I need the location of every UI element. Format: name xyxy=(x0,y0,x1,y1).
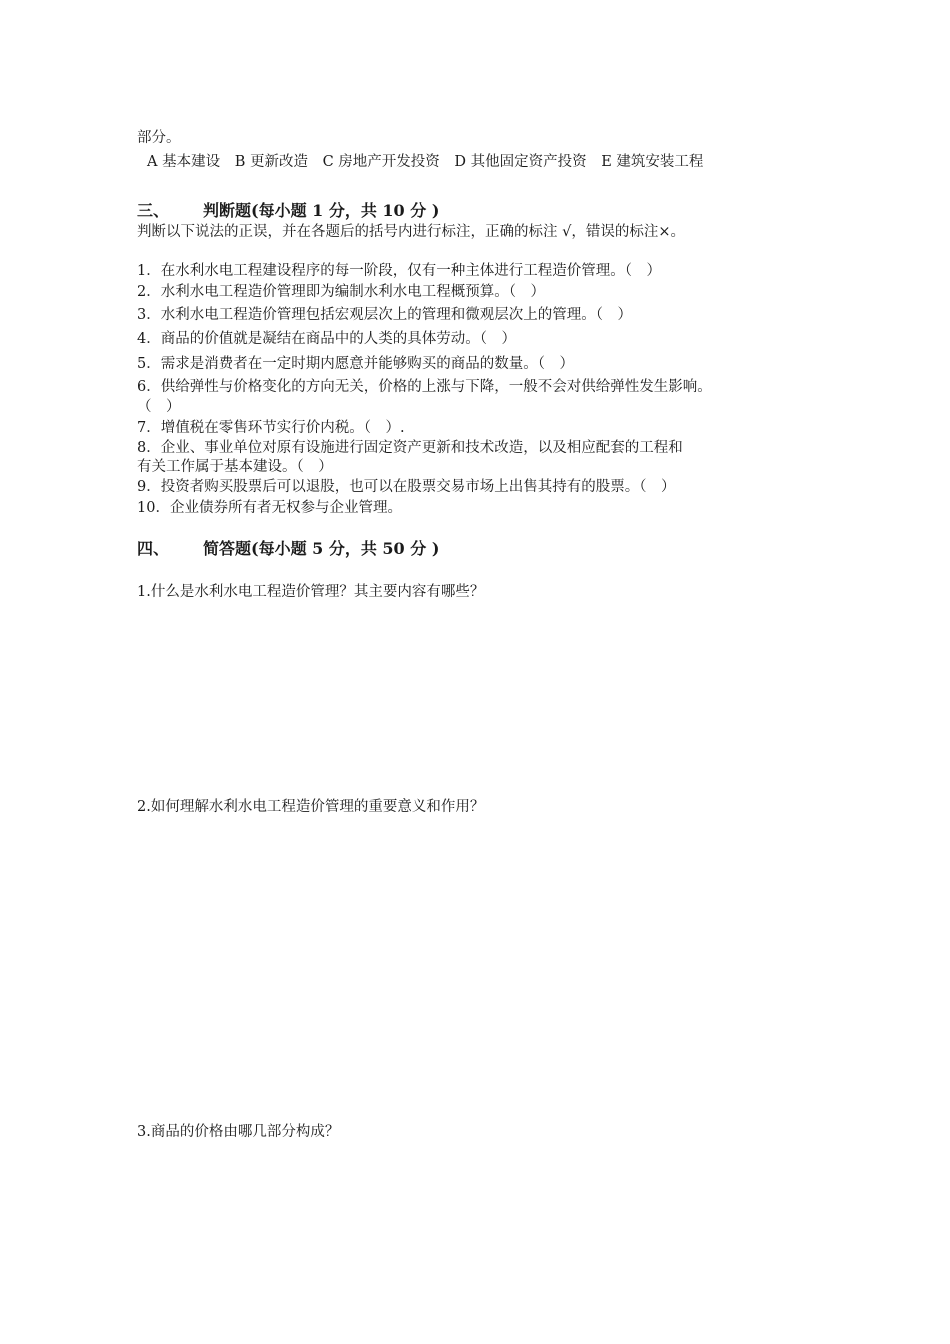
judgment-item-2: 2．水利水电工程造价管理即为编制水利水电工程概预算。（ ） xyxy=(137,284,545,300)
judgment-item-9: 9．投资者购买股票后可以退股，也可以在股票交易市场上出售其持有的股票。（ ） xyxy=(137,479,676,495)
short-answer-question-1: 1.什么是水利水电工程造价管理？其主要内容有哪些？ xyxy=(137,584,485,600)
section-4-heading xyxy=(137,538,439,560)
judgment-item-10: 10．企业债券所有者无权参与企业管理。 xyxy=(137,500,402,516)
section-4-number: 四、 xyxy=(137,539,170,558)
option-e: E 建筑安装工程 xyxy=(601,154,704,170)
judgment-item-6-bracket: （ ） xyxy=(137,399,181,415)
option-d: D 其他固定资产投资 xyxy=(454,154,587,170)
short-answer-question-2: 2.如何理解水利水电工程造价管理的重要意义和作用？ xyxy=(137,799,485,815)
judgment-item-7: 7．增值税在零售环节实行价内税。（ ）. xyxy=(137,420,405,436)
judgment-item-6: 6．供给弹性与价格变化的方向无关，价格的上涨与下降，一般不会对供给弹性发生影响。 xyxy=(137,379,712,395)
judgment-item-3: 3．水利水电工程造价管理包括宏观层次上的管理和微观层次上的管理。（ ） xyxy=(137,307,632,323)
judgment-item-8-cont: 有关工作属于基本建设。（ ） xyxy=(137,459,333,475)
short-answer-question-3: 3.商品的价格由哪几部分构成？ xyxy=(137,1124,340,1140)
option-a: A 基本建设 xyxy=(147,154,221,170)
judgment-item-5: 5．需求是消费者在一定时期内愿意并能够购买的商品的数量。（ ） xyxy=(137,356,574,372)
section-3-title: 判断题(每小题 1 分，共 10 分 ) xyxy=(203,201,440,220)
option-c: C 房地产开发投资 xyxy=(322,154,440,170)
option-b: B 更新改造 xyxy=(234,154,308,170)
judgment-item-8: 8．企业、事业单位对原有设施进行固定资产更新和技术改造，以及相应配套的工程和 xyxy=(137,440,683,456)
section-3-instruction: 判断以下说法的正误，并在各题后的括号内进行标注，正确的标注 √，错误的标注×。 xyxy=(137,224,685,240)
section-4-title: 简答题(每小题 5 分，共 50 分 ) xyxy=(203,539,440,558)
judgment-item-1: 1．在水利水电工程建设程序的每一阶段，仅有一种主体进行工程造价管理。（ ） xyxy=(137,263,661,279)
prev-question-options xyxy=(147,152,713,172)
section-3-heading xyxy=(137,200,439,222)
prev-question-tail: 部分。 xyxy=(137,130,181,146)
judgment-item-4: 4．商品的价值就是凝结在商品中的人类的具体劳动。（ ） xyxy=(137,331,516,347)
section-3-number: 三、 xyxy=(137,201,170,220)
